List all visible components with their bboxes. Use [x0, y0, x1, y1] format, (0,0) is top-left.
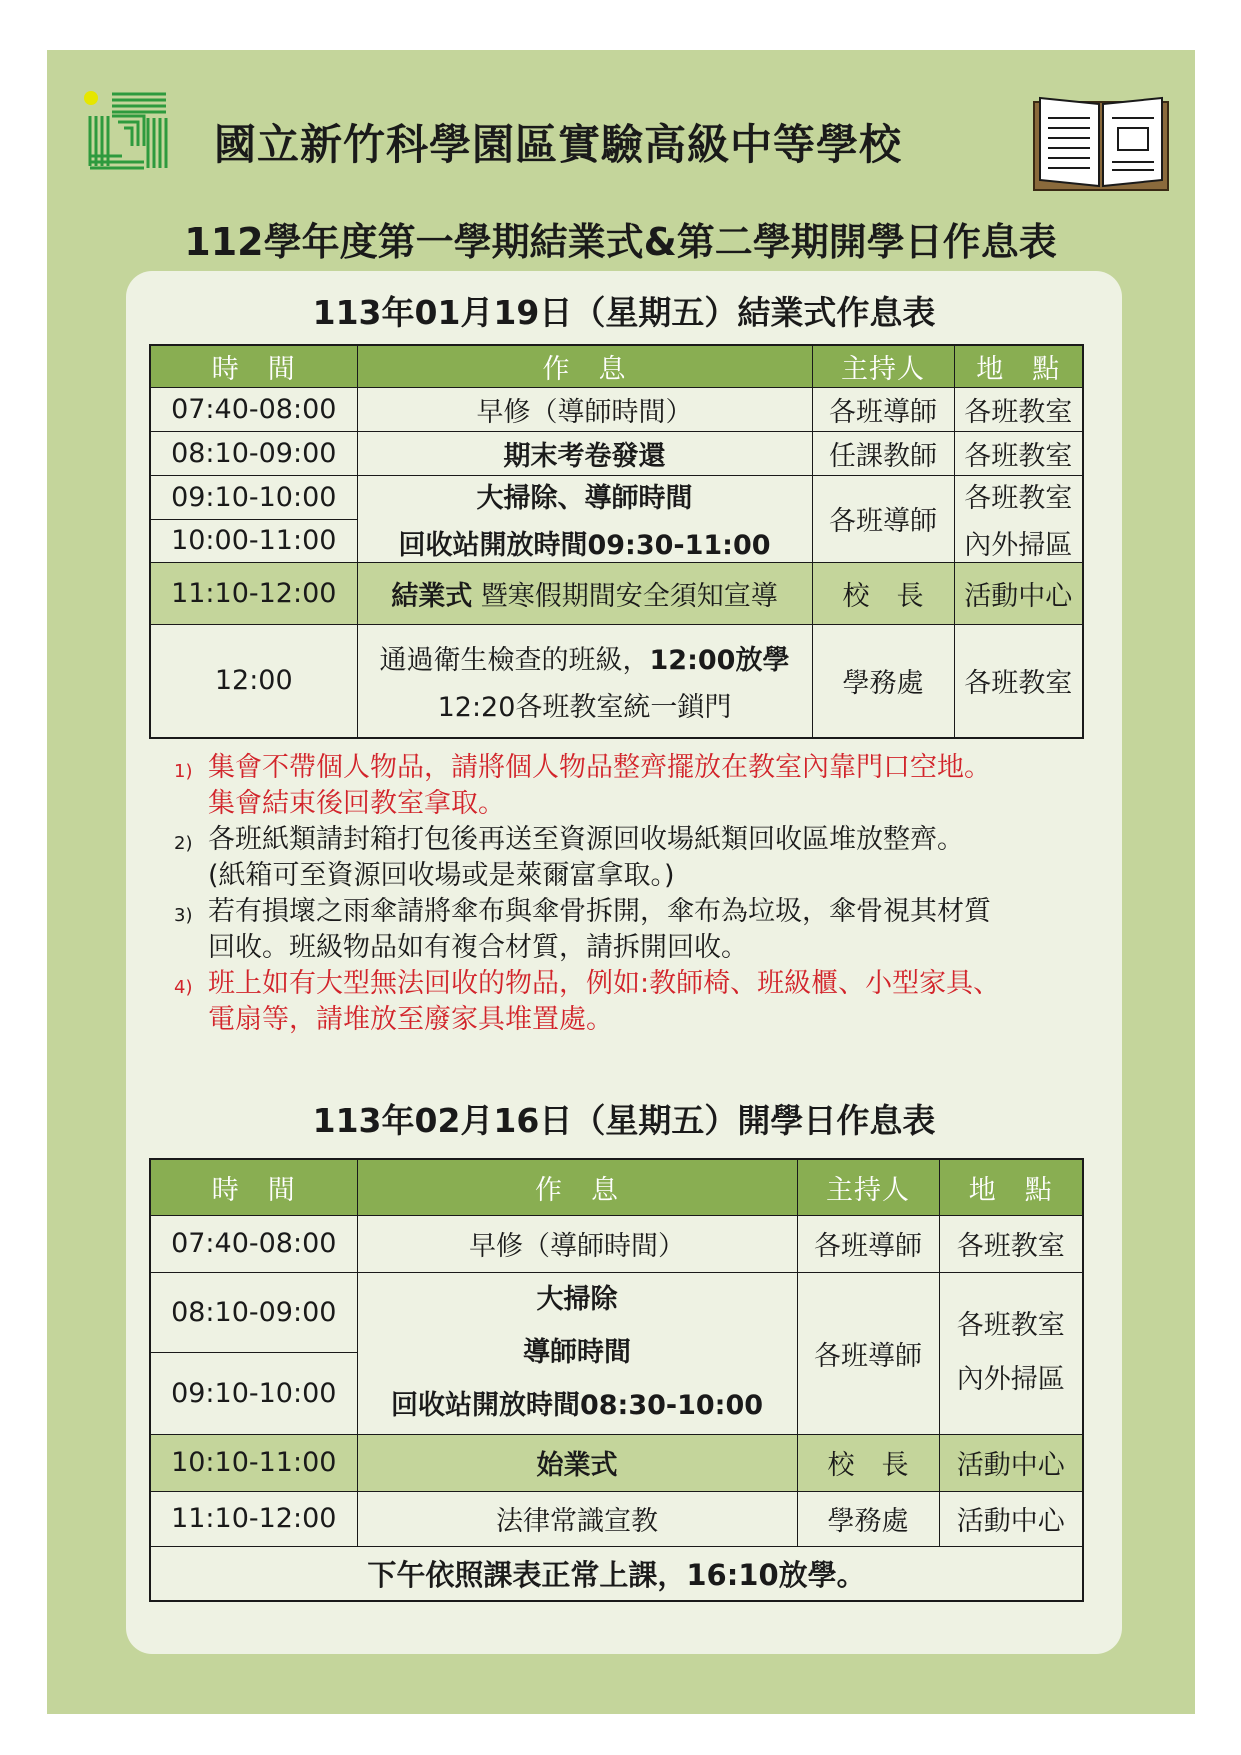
note-number: 1) [174, 761, 193, 782]
host-cell: 各班導師 [797, 1272, 939, 1434]
activity-line [360, 638, 810, 677]
section2-title: 113年02月16日（星期五）開學日作息表 [312, 1101, 936, 1140]
header-activity: 作 息 [357, 345, 812, 387]
activity-cell [357, 475, 812, 562]
place-cell: 各班教室 [954, 624, 1083, 738]
note-line: 集會結束後回教室拿取。 [208, 788, 505, 819]
table-header-row [150, 1159, 1083, 1215]
activity-cell: 期末考卷發還 [357, 431, 812, 475]
activity-cell: 始業式 [357, 1434, 797, 1491]
header-place: 地 點 [939, 1159, 1083, 1215]
table-row [150, 387, 1083, 431]
note-item [170, 894, 1100, 966]
note-line: (紙箱可至資源回收場或是萊爾富拿取。) [208, 860, 675, 891]
note-item [170, 822, 1100, 894]
host-cell: 校 長 [812, 562, 954, 624]
table-row [150, 1215, 1083, 1272]
place-cell [939, 1272, 1083, 1434]
place-line: 各班教室 [956, 1310, 1065, 1341]
host-cell: 各班導師 [812, 387, 954, 431]
time-cell: 08:10-09:00 [150, 1272, 357, 1352]
time-cell: 09:10-10:00 [150, 1352, 357, 1434]
table-row [150, 624, 1083, 738]
activity-text: 通過衛生檢查的班級， [379, 644, 650, 676]
note-number: 4) [174, 977, 193, 998]
time-cell: 08:10-09:00 [150, 431, 357, 475]
table-row [150, 1491, 1083, 1546]
open-book-icon [1032, 92, 1170, 194]
activity-line: 大掃除 [536, 1284, 618, 1315]
table-footer-row [150, 1546, 1083, 1601]
main-title: 112學年度第一學期結業式&第二學期開學日作息表 [184, 220, 1057, 264]
school-opening-schedule-table [149, 1158, 1084, 1602]
host-cell: 任課教師 [812, 431, 954, 475]
end-of-semester-schedule-table [149, 344, 1084, 739]
activity-cell [357, 624, 812, 738]
time-cell: 11:10-12:00 [150, 1491, 357, 1546]
table-row [150, 431, 1083, 475]
host-cell: 各班導師 [797, 1215, 939, 1272]
header-time: 時 間 [150, 345, 357, 387]
time-cell: 12:00 [150, 624, 357, 738]
header-activity: 作 息 [357, 1159, 797, 1215]
host-cell: 校 長 [797, 1434, 939, 1491]
activity-line: 大掃除、導師時間 [476, 482, 693, 514]
note-line: 電扇等，請堆放至廢家具堆置處。 [208, 1004, 613, 1035]
note-line: 回收。班級物品如有複合材質，請拆開回收。 [208, 932, 748, 963]
table-row-highlighted [150, 1434, 1083, 1491]
note-line: 班上如有大型無法回收的物品，例如:教師椅、班級櫃、小型家具、 [208, 968, 1001, 999]
host-cell: 學務處 [812, 624, 954, 738]
place-line: 內外掃區 [964, 529, 1073, 561]
notes-list [170, 750, 1100, 1038]
note-line: 各班紙類請封箱打包後再送至資源回收場紙類回收區堆放整齊。 [208, 824, 964, 855]
host-cell: 學務處 [797, 1491, 939, 1546]
place-cell: 活動中心 [954, 562, 1083, 624]
activity-cell: 早修（導師時間） [357, 1215, 797, 1272]
activity-line: 12:20各班教室統一鎖門 [437, 691, 732, 723]
header-place: 地 點 [954, 345, 1083, 387]
note-number: 2) [174, 833, 193, 854]
note-line: 集會不帶個人物品，請將個人物品整齊擺放在教室內靠門口空地。 [208, 752, 991, 783]
activity-bold: 12:00放學 [649, 644, 790, 676]
activity-line: 導師時間 [523, 1337, 631, 1368]
activity-rest: 暨寒假期間安全須知宣導 [472, 580, 778, 612]
school-logo-icon [82, 88, 174, 172]
time-cell: 11:10-12:00 [150, 562, 357, 624]
place-cell: 活動中心 [939, 1434, 1083, 1491]
header-time: 時 間 [150, 1159, 357, 1215]
school-name: 國立新竹科學園區實驗高級中等學校 [214, 120, 903, 169]
note-item [170, 750, 1100, 822]
table-row [150, 475, 1083, 520]
place-cell [954, 475, 1083, 562]
activity-cell: 法律常識宣教 [357, 1491, 797, 1546]
time-cell: 10:10-11:00 [150, 1434, 357, 1491]
time-cell: 10:00-11:00 [150, 520, 357, 562]
place-line: 各班教室 [964, 482, 1073, 514]
activity-line: 回收站開放時間09:30-11:00 [398, 529, 771, 561]
time-cell: 09:10-10:00 [150, 475, 357, 520]
place-cell: 各班教室 [954, 387, 1083, 431]
note-number: 3) [174, 905, 193, 926]
afternoon-note: 下午依照課表正常上課，16:10放學。 [150, 1546, 1083, 1601]
place-cell: 各班教室 [939, 1215, 1083, 1272]
activity-line: 回收站開放時間08:30-10:00 [390, 1390, 764, 1421]
time-cell: 07:40-08:00 [150, 1215, 357, 1272]
note-item [170, 966, 1100, 1038]
table-row-highlighted [150, 562, 1083, 624]
place-cell: 活動中心 [939, 1491, 1083, 1546]
activity-cell: 早修（導師時間） [357, 387, 812, 431]
place-line: 內外掃區 [956, 1364, 1065, 1395]
note-line: 若有損壞之雨傘請將傘布與傘骨拆開，傘布為垃圾，傘骨視其材質 [208, 896, 991, 927]
table-row [150, 1272, 1083, 1352]
host-cell: 各班導師 [812, 475, 954, 562]
activity-bold: 結業式 [391, 580, 473, 612]
place-cell: 各班教室 [954, 431, 1083, 475]
activity-cell [357, 562, 812, 624]
header-host: 主持人 [812, 345, 954, 387]
header-host: 主持人 [797, 1159, 939, 1215]
table-header-row [150, 345, 1083, 387]
activity-cell [357, 1272, 797, 1434]
time-cell: 07:40-08:00 [150, 387, 357, 431]
section1-title: 113年01月19日（星期五）結業式作息表 [312, 293, 936, 332]
